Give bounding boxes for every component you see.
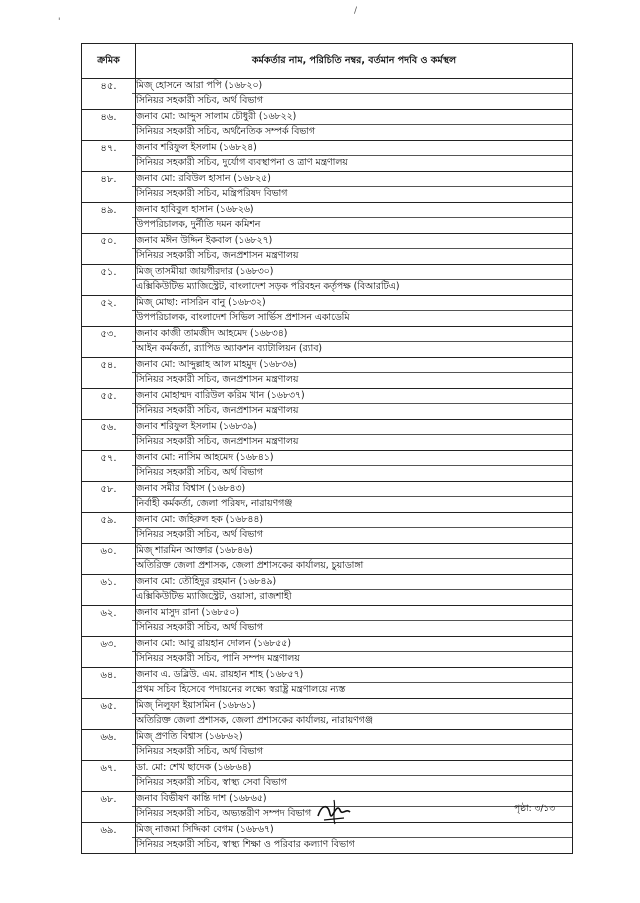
officer-info-cell	[136, 575, 573, 606]
officer-info-cell	[136, 792, 573, 823]
table-body	[82, 79, 573, 854]
serial-cell: ৬৬.	[82, 730, 136, 761]
officer-designation: সিনিয়র সহকারী সচিব, অভ্যন্তরীণ সম্পদ বিভাগ	[132, 806, 572, 821]
serial-cell: ৬৩.	[82, 637, 136, 668]
officer-name: জনাব সমীর বিশ্বাস (১৬৮৪৩)	[136, 483, 246, 494]
scan-mark: '	[58, 17, 61, 27]
officer-info-cell	[136, 761, 573, 792]
officer-info-cell	[136, 823, 573, 854]
officer-info-cell	[136, 203, 573, 234]
table-header-row	[82, 44, 573, 79]
officer-designation: সিনিয়র সহকারী সচিব, অর্থ বিভাগ	[132, 620, 572, 635]
table-row	[82, 699, 573, 730]
officer-name: জনাব মো: রবিউল হাসান (১৬৮২৫)	[136, 173, 271, 184]
officer-info-cell	[136, 79, 573, 110]
info-header: কর্মকর্তার নাম, পরিচিতি নম্বর, বর্তমান পদবি ও কর্মস্থল	[136, 44, 573, 79]
table-row	[82, 420, 573, 451]
table-row	[82, 265, 573, 296]
table-row	[82, 482, 573, 513]
table-row	[82, 513, 573, 544]
serial-cell: ৫৫.	[82, 389, 136, 420]
officer-designation: সিনিয়র সহকারী সচিব, জনপ্রশাসন মন্ত্রণালয়	[132, 372, 572, 387]
officer-info-cell	[136, 327, 573, 358]
officer-designation: অতিরিক্ত জেলা প্রশাসক, জেলা প্রশাসকের কার্যালয়, চুয়াডাঙ্গা	[132, 558, 572, 573]
table-row	[82, 141, 573, 172]
officer-name: জনাব মোহাম্মদ বারিউল করিম খান (১৬৮৩৭)	[136, 390, 305, 401]
table-row	[82, 172, 573, 203]
table-row	[82, 110, 573, 141]
serial-cell: ৬৫.	[82, 699, 136, 730]
serial-cell: ৬৪.	[82, 668, 136, 699]
page-number: পৃষ্ঠা: ৩/১৩	[514, 804, 556, 814]
officer-designation: সিনিয়র সহকারী সচিব, স্বাস্থ্য শিক্ষা ও পরিবার কল্যাণ বিভাগ	[132, 837, 572, 852]
officer-name: জনাব মো: তৌহিদুর রহমান (১৬৮৪৯)	[136, 576, 277, 587]
officer-info-cell	[136, 141, 573, 172]
officer-name: জনাব মো: নাসিম আহমেদ (১৬৮৪১)	[136, 452, 274, 463]
table-row	[82, 296, 573, 327]
officer-designation: অতিরিক্ত জেলা প্রশাসক, জেলা প্রশাসকের কার্যালয়, নারায়ণগঞ্জ	[132, 713, 572, 728]
table-row	[82, 203, 573, 234]
serial-cell: ৫১.	[82, 265, 136, 296]
officer-info-cell	[136, 637, 573, 668]
table-row	[82, 730, 573, 761]
officer-designation: প্রথম সচিব হিসেবে পদায়নের লক্ষ্যে স্বরাষ্ট্র মন্ত্রণালয়ে ন্যস্ত	[132, 682, 572, 697]
officer-info-cell	[136, 265, 573, 296]
officer-designation: সিনিয়র সহকারী সচিব, মন্ত্রিপরিষদ বিভাগ	[132, 186, 572, 201]
table-row	[82, 234, 573, 265]
officer-list-table	[81, 43, 573, 854]
officer-name: মিজ্‌ মোছা: নাসরিন বানু (১৬৮৩২)	[136, 297, 266, 308]
officer-info-cell	[136, 172, 573, 203]
serial-cell: ৬০.	[82, 544, 136, 575]
officer-designation: আইন কর্মকর্তা, র‍্যাপিড অ্যাকশন ব্যাটালিয়ন (র‍্যাব)	[132, 341, 572, 356]
officer-name: জনাব শরিফুল ইসলাম (১৬৮৩৯)	[136, 421, 257, 432]
scan-mark: /	[354, 6, 358, 16]
officer-name: মিজ্‌ নাজমা সিদ্দিকা বেগম (১৬৮৬৭)	[136, 824, 274, 835]
officer-info-cell	[136, 358, 573, 389]
officer-name: মিজ্‌ হোসনে আরা পপি (১৬৮২০)	[136, 80, 263, 91]
officer-designation: নির্বাহী কর্মকর্তা, জেলা পরিষদ, নারায়ণগঞ্জ	[132, 496, 572, 511]
officer-info-cell	[136, 296, 573, 327]
table-row	[82, 389, 573, 420]
officer-designation: সিনিয়র সহকারী সচিব, অর্থনৈতিক সম্পর্ক বিভাগ	[132, 124, 572, 139]
officer-info-cell	[136, 420, 573, 451]
signature-mark	[314, 796, 354, 826]
serial-cell: ৪৮.	[82, 172, 136, 203]
officer-info-cell	[136, 451, 573, 482]
officer-name: জনাব এ. ডব্লিউ. এম. রায়হান শাহ (১৬৮৫৭)	[136, 669, 304, 680]
officer-name: মিজ্‌ নিলুফা ইয়াসমিন (১৬৮৬১)	[136, 700, 256, 711]
serial-cell: ৬৯.	[82, 823, 136, 854]
serial-cell: ৫২.	[82, 296, 136, 327]
officer-info-cell	[136, 699, 573, 730]
serial-cell: ৫৬.	[82, 420, 136, 451]
officer-designation: সিনিয়র সহকারী সচিব, পানি সম্পদ মন্ত্রণালয়	[132, 651, 572, 666]
serial-cell: ৫৭.	[82, 451, 136, 482]
serial-cell: ৪৯.	[82, 203, 136, 234]
officer-name: জনাব মঈন উদ্দিন ইকবাল (১৬৮২৭)	[136, 235, 273, 246]
officer-designation: সিনিয়র সহকারী সচিব, অর্থ বিভাগ	[132, 744, 572, 759]
table-row	[82, 451, 573, 482]
officer-name: মিজ্‌ প্রণতি বিশ্বাস (১৬৮৬২)	[136, 731, 243, 742]
officer-designation: উপপরিচালক, দুর্নীতি দমন কমিশন	[132, 217, 572, 232]
serial-cell: ৫৩.	[82, 327, 136, 358]
serial-cell: ৬২.	[82, 606, 136, 637]
officer-designation: এক্সিকিউটিভ ম্যাজিস্ট্রেট, ওয়াসা, রাজশাহী	[132, 589, 572, 604]
officer-name: জনাব কাজী তামজীদ আহমেদ (১৬৮৩৪)	[136, 328, 288, 339]
serial-cell: ৫৮.	[82, 482, 136, 513]
officer-info-cell	[136, 606, 573, 637]
officer-info-cell	[136, 668, 573, 699]
officer-info-cell	[136, 513, 573, 544]
serial-cell: ৬৮.	[82, 792, 136, 823]
officer-info-cell	[136, 234, 573, 265]
serial-header: ক্রমিক	[82, 44, 136, 79]
officer-name: জনাব হাবিবুল হাসান (১৬৮২৬)	[136, 204, 254, 215]
table-row	[82, 544, 573, 575]
table-row	[82, 637, 573, 668]
serial-cell: ৫৪.	[82, 358, 136, 389]
officer-name: জনাব মাসুদ রানা (১৬৮৫০)	[136, 607, 239, 618]
officer-name: মিজ্‌ তাসমীয়া জায়গীরদার (১৬৮৩০)	[136, 266, 274, 277]
officer-info-cell	[136, 482, 573, 513]
officer-name: জনাব মো: আব্দুস সালাম চৌধুরী (১৬৮২২)	[136, 111, 297, 122]
table-row	[82, 575, 573, 606]
table-row	[82, 358, 573, 389]
serial-cell: ৬৭.	[82, 761, 136, 792]
serial-cell: ৪৭.	[82, 141, 136, 172]
officer-designation: এক্সিকিউটিভ ম্যাজিস্ট্রেট, বাংলাদেশ সড়ক পরিবহন কর্তৃপক্ষ (বিআরটিএ)	[132, 279, 572, 294]
officer-designation: সিনিয়র সহকারী সচিব, অর্থ বিভাগ	[132, 465, 572, 480]
table-row	[82, 823, 573, 854]
table-row	[82, 761, 573, 792]
serial-cell: ৪৫.	[82, 79, 136, 110]
officer-designation: সিনিয়র সহকারী সচিব, দুর্যোগ ব্যবস্থাপনা ও ত্রাণ মন্ত্রণালয়	[132, 155, 572, 170]
officer-name: জনাব মো: আবু রায়হান দোলন (১৬৮৫৫)	[136, 638, 291, 649]
officer-info-cell	[136, 544, 573, 575]
officer-name: জনাব মো: জহিরুল হক (১৬৮৪৪)	[136, 514, 264, 525]
officer-name: ডা. মো: শেখ ছাদেক (১৬৮৬৪)	[136, 762, 252, 773]
table-row	[82, 606, 573, 637]
officer-designation: সিনিয়র সহকারী সচিব, অর্থ বিভাগ	[132, 93, 572, 108]
officer-name: জনাব মো: আব্দুল্লাহ আল মাহমুদ (১৬৮৩৬)	[136, 359, 297, 370]
officer-name: জনাব বিভীষণ কান্তি দাশ (১৬৮৬৫)	[136, 793, 267, 804]
table-row	[82, 668, 573, 699]
officer-designation: সিনিয়র সহকারী সচিব, জনপ্রশাসন মন্ত্রণালয়	[132, 403, 572, 418]
serial-cell: ৬১.	[82, 575, 136, 606]
table-row	[82, 79, 573, 110]
officer-info-cell	[136, 730, 573, 761]
officer-designation: সিনিয়র সহকারী সচিব, জনপ্রশাসন মন্ত্রণালয়	[132, 248, 572, 263]
officer-designation: সিনিয়র সহকারী সচিব, জনপ্রশাসন মন্ত্রণালয়	[132, 434, 572, 449]
serial-cell: ৫৯.	[82, 513, 136, 544]
officer-name: জনাব শরিফুল ইসলাম (১৬৮২৪)	[136, 142, 257, 153]
officer-name: মিজ্‌ শারমিন আক্তার (১৬৮৪৬)	[136, 545, 253, 556]
serial-cell: ৪৬.	[82, 110, 136, 141]
officer-designation: সিনিয়র সহকারী সচিব, স্বাস্থ্য সেবা বিভাগ	[132, 775, 572, 790]
table-row	[82, 327, 573, 358]
officer-info-cell	[136, 110, 573, 141]
officer-designation: উপপরিচালক, বাংলাদেশ সিভিল সার্ভিস প্রশাসন একাডেমি	[132, 310, 572, 325]
serial-cell: ৫০.	[82, 234, 136, 265]
officer-info-cell	[136, 389, 573, 420]
officer-designation: সিনিয়র সহকারী সচিব, অর্থ বিভাগ	[132, 527, 572, 542]
